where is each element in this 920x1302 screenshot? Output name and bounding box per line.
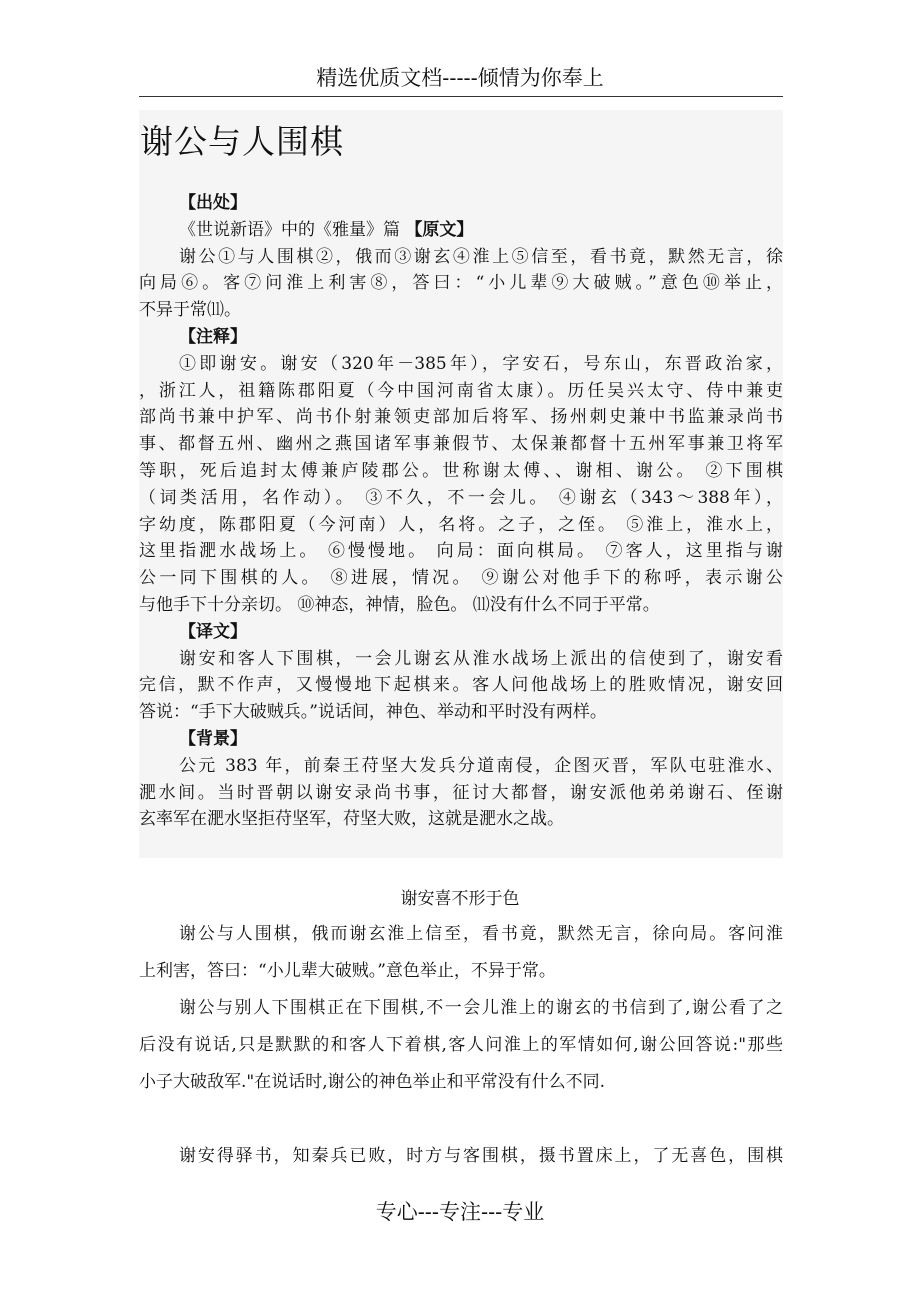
section2-title: 谢安喜不形于色: [400, 889, 520, 909]
note-line: ，浙江人，祖籍陈郡阳夏（今中国河南省太康）。历任吴兴太守、侍中兼吏: [139, 380, 783, 401]
translation-line: 完信，默不作声，又慢慢地下起棋来。客人问他战场上的胜败情况，谢安回: [139, 675, 783, 696]
blank-line: [139, 1101, 783, 1138]
page-header: 精选优质文档-----倾情为你奉上: [316, 66, 604, 90]
background-label: 【背景】: [179, 728, 247, 749]
original-line: 不异于常⑾。: [139, 300, 241, 321]
original-label: 【原文】: [405, 219, 474, 240]
original-line: 向局⑥。客⑦问淮上利害⑧，答曰：“小儿辈⑨大破贼。”意色⑩举止，: [139, 273, 783, 294]
note-line: 部尚书兼中护军、尚书仆射兼领吏部加后将军、扬州刺史兼中书监兼录尚书: [139, 407, 783, 428]
header-divider: [139, 96, 783, 97]
translation-label: 【译文】: [179, 621, 247, 642]
background-line: 玄率军在淝水坚拒苻坚军，苻坚大败，这就是淝水之战。: [139, 809, 564, 830]
note-line: 字幼度，陈郡阳夏（今河南）人，名将。之子，之侄。 ⑤淮上，淮水上，: [139, 514, 783, 535]
section2-p2-line: 小子大破敌军."在说话时,谢公的神色举止和平常没有什么不同.: [139, 1072, 606, 1092]
background-line: 淝水间。当时晋朝以谢安录尚书事，征讨大都督，谢安派他弟弟谢石、侄谢: [139, 782, 783, 803]
notes-label: 【注释】: [179, 326, 247, 347]
translation-line: 谢安和客人下围棋，一会儿谢玄从淮水战场上派出的信使到了，谢安看: [179, 648, 783, 669]
note-line: 公一同下围棋的人。 ⑧进展，情况。 ⑨谢公对他手下的称呼，表示谢公: [139, 568, 783, 589]
article-body: [139, 190, 783, 833]
original-line: 谢公①与人围棋②，俄而③谢玄④淮上⑤信至，看书竟，默然无言，徐: [179, 246, 783, 267]
section2-p2-line: 后没有说话,只是默默的和客人下着棋,客人问淮上的军情如何,谢公回答说:"那些: [139, 1035, 783, 1055]
note-line: ①即谢安。谢安（320年－385年），字安石，号东山，东晋政治家，: [179, 353, 783, 374]
note-line: （词类活用，名作动）。 ③不久，不一会儿。 ④谢玄（343～388年），: [139, 487, 783, 508]
source-label: 【出处】: [179, 193, 247, 213]
note-line: 事、都督五州、幽州之燕国诸军事兼假节、太保兼都督十五州军事兼卫将军: [139, 434, 783, 455]
section2-body: [139, 916, 783, 1175]
article-title: 谢公与人围棋: [140, 122, 344, 161]
section2-p1-line: 谢公与人围棋，俄而谢玄淮上信至，看书竟，默然无言，徐向局。客问淮: [179, 924, 783, 944]
source-text: 《世说新语》中的《雅量》篇: [179, 219, 400, 240]
source-line: [139, 217, 783, 244]
section2-p1-line: 上利害，答曰：“小儿辈大破贼。”意色举止，不异于常。: [139, 961, 556, 981]
note-line: 这里指淝水战场上。 ⑥慢慢地。 向局：面向棋局。 ⑦客人，这里指与谢: [139, 541, 783, 562]
background-line: 公元 383 年，前秦王苻坚大发兵分道南侵，企图灭晋，军队屯驻淮水、: [179, 755, 783, 776]
note-line: 等职，死后追封太傅兼庐陵郡公。世称谢太傅、、谢相、谢公。 ②下围棋: [139, 460, 783, 481]
translation-line: 答说：“手下大破贼兵。”说话间，神色、举动和平时没有两样。: [139, 702, 607, 723]
page-footer: 专心---专注---专业: [375, 1200, 545, 1224]
note-line: 与他手下十分亲切。 ⑩神态，神情，脸色。 ⑾没有什么不同于平常。: [139, 594, 660, 615]
section2-p3-line: 谢安得驿书，知秦兵已败，时方与客围棋，摄书置床上，了无喜色，围棋: [179, 1146, 783, 1166]
section2-p2-line: 谢公与别人下围棋正在下围棋,不一会儿淮上的谢玄的书信到了,谢公看了之: [179, 998, 783, 1018]
